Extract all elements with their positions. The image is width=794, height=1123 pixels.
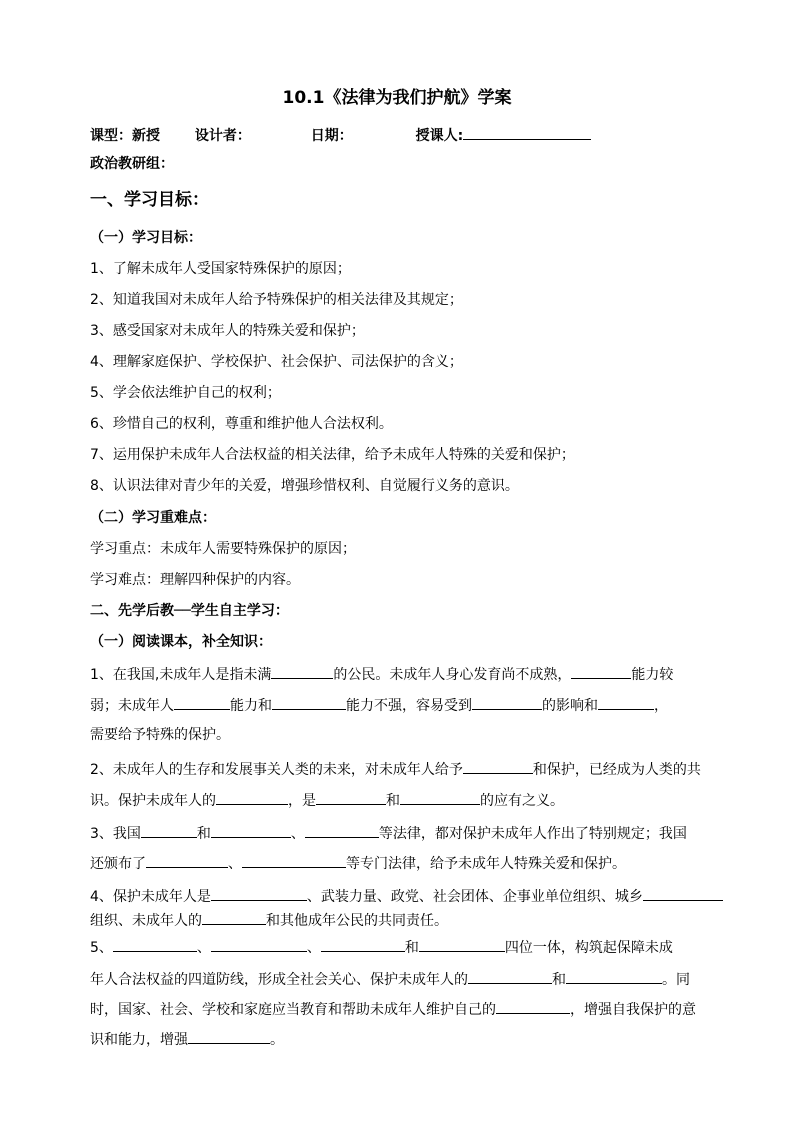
goal-4: 4、理解家庭保护、学校保护、社会保护、司法保护的含义； xyxy=(90,354,463,370)
goal-7: 7、运用保护未成年人合法权益的相关法律，给予未成年人特殊的关爱和保护； xyxy=(90,447,575,463)
q5-text-c: 、 xyxy=(306,940,321,956)
q1-text-g: 的影响和 xyxy=(542,698,598,714)
teacher-blank[interactable] xyxy=(463,124,591,140)
q3-line2 xyxy=(90,852,705,874)
q4-text-d: 和其他成年公民的共同责任。 xyxy=(266,913,448,929)
page-title: 10.1《法律为我们护航》学案 xyxy=(282,88,512,108)
q4-line2 xyxy=(90,909,705,931)
goal-1: 1、了解未成年人受国家特殊保护的原因； xyxy=(90,261,351,277)
group-label: 政治教研组： xyxy=(90,156,174,172)
q2-line1 xyxy=(90,758,705,780)
q2-text-a: 2、未成年人的生存和发展事关人类的未来，对未成年人给予 xyxy=(90,762,463,778)
q5-text-e: 四位一体，构筑起保障未成 xyxy=(504,940,673,956)
q5-blank-1[interactable] xyxy=(113,936,197,952)
course-type: 课型：新授 xyxy=(90,128,160,144)
q3-blank-2[interactable] xyxy=(211,822,291,838)
q1-text-d: 弱；未成年人 xyxy=(90,698,174,714)
q1-blank-4[interactable] xyxy=(272,694,346,710)
q1-line2 xyxy=(90,694,705,716)
q3-text-g: 等专门法律，给予未成年人特殊关爱和保护。 xyxy=(346,856,626,872)
q2-text-f: 的应有之义。 xyxy=(480,793,564,809)
q3-blank-5[interactable] xyxy=(242,852,346,868)
q1-text-h: ， xyxy=(654,698,668,714)
q1-blank-3[interactable] xyxy=(174,694,230,710)
q5-text-a: 5、 xyxy=(90,940,113,956)
q3-text-b: 和 xyxy=(196,826,211,842)
q2-text-d: ，是 xyxy=(288,793,316,809)
q4-text-b: 、武装力量、政党、社会团体、企事业单位组织、城乡 xyxy=(306,889,643,905)
q3-blank-3[interactable] xyxy=(305,822,379,838)
q5-text-h: 。同 xyxy=(662,972,690,988)
q5-line2 xyxy=(90,968,705,990)
q5-blank-3[interactable] xyxy=(321,936,405,952)
q2-blank-3[interactable] xyxy=(316,789,386,805)
teacher-label: 授课人: xyxy=(415,128,464,144)
section1-sub1: （一）学习目标： xyxy=(90,230,202,246)
q4-line1 xyxy=(90,885,705,907)
q3-blank-1[interactable] xyxy=(141,822,197,838)
q4-text-a: 4、保护未成年人是 xyxy=(90,889,211,905)
q3-text-d: 等法律，都对保护未成年人作出了特别规定；我国 xyxy=(378,826,687,842)
date-label: 日期： xyxy=(310,128,353,144)
q5-text-d: 和 xyxy=(404,940,419,956)
q1-text-f: 能力不强，容易受到 xyxy=(346,698,472,714)
goal-2: 2、知道我国对未成年人给予特殊保护的相关法律及其规定； xyxy=(90,292,463,308)
q5-text-j: ，增强自我保护的意 xyxy=(570,1002,696,1018)
q5-blank-2[interactable] xyxy=(211,936,307,952)
goal-6: 6、珍惜自己的权利，尊重和维护他人合法权利。 xyxy=(90,416,393,432)
q5-line3 xyxy=(90,998,705,1020)
q1-blank-1[interactable] xyxy=(271,663,333,679)
section2-sub1: （一）阅读课本，补全知识： xyxy=(90,634,272,650)
q4-blank-2[interactable] xyxy=(643,885,723,901)
q5-blank-5[interactable] xyxy=(468,968,552,984)
designer-label: 设计者： xyxy=(194,128,251,144)
section1-heading: 一、学习目标： xyxy=(90,190,209,210)
q2-blank-2[interactable] xyxy=(216,789,288,805)
q1-text-c: 能力较 xyxy=(631,667,674,683)
q3-line1 xyxy=(90,822,705,844)
q2-blank-4[interactable] xyxy=(400,789,480,805)
q2-text-e: 和 xyxy=(386,793,400,809)
q1-text-b: 的公民。未成年人身心发育尚不成熟， xyxy=(333,667,572,683)
q4-blank-3[interactable] xyxy=(202,909,266,925)
goal-3: 3、感受国家对未成年人的特殊关爱和保护； xyxy=(90,323,365,339)
q3-blank-4[interactable] xyxy=(146,852,228,868)
q2-line2 xyxy=(90,789,705,811)
q3-text-f: 、 xyxy=(228,856,242,872)
q1-line3: 需要给予特殊的保护。 xyxy=(90,727,230,743)
q5-text-b: 、 xyxy=(196,940,211,956)
q3-text-a: 3、我国 xyxy=(90,826,141,842)
q3-text-e: 还颁布了 xyxy=(90,856,146,872)
q4-text-c: 组织、未成年人的 xyxy=(90,913,202,929)
goal-5: 5、学会依法维护自己的权利； xyxy=(90,385,281,401)
q1-blank-5[interactable] xyxy=(472,694,542,710)
q3-text-c: 、 xyxy=(290,826,305,842)
key-point: 学习重点：未成年人需要特殊保护的原因； xyxy=(90,541,356,557)
q1-blank-2[interactable] xyxy=(571,663,631,679)
q1-text-a: 1、在我国,未成年人是指未满 xyxy=(90,667,272,683)
q5-text-k: 识和能力，增强 xyxy=(90,1032,188,1048)
q2-blank-1[interactable] xyxy=(463,758,533,774)
q1-line1 xyxy=(90,663,705,685)
section2-heading: 二、先学后教──学生自主学习： xyxy=(90,603,289,619)
q5-text-i: 时，国家、社会、学校和家庭应当教育和帮助未成年人维护自己的 xyxy=(90,1002,496,1018)
q5-text-l: 。 xyxy=(270,1032,284,1048)
q5-text-f: 年人合法权益的四道防线，形成全社会关心、保护未成年人的 xyxy=(90,972,468,988)
q5-blank-7[interactable] xyxy=(496,998,570,1014)
meta-row xyxy=(90,124,705,146)
q5-line1 xyxy=(90,936,705,958)
q5-text-g: 和 xyxy=(552,972,566,988)
q5-blank-4[interactable] xyxy=(419,936,505,952)
q4-blank-1[interactable] xyxy=(211,885,307,901)
q5-blank-8[interactable] xyxy=(188,1028,270,1044)
q2-text-c: 识。保护未成年人的 xyxy=(90,793,216,809)
q2-text-b: 和保护，已经成为人类的共 xyxy=(532,762,701,778)
section1-sub2: （二）学习重难点： xyxy=(90,510,216,526)
q5-blank-6[interactable] xyxy=(566,968,662,984)
q1-text-e: 能力和 xyxy=(230,698,272,714)
q5-line4 xyxy=(90,1028,705,1050)
goal-8: 8、认识法律对青少年的关爱，增强珍惜权利、自觉履行义务的意识。 xyxy=(90,478,519,494)
difficult-point: 学习难点：理解四种保护的内容。 xyxy=(90,572,300,588)
q1-blank-6[interactable] xyxy=(598,694,654,710)
